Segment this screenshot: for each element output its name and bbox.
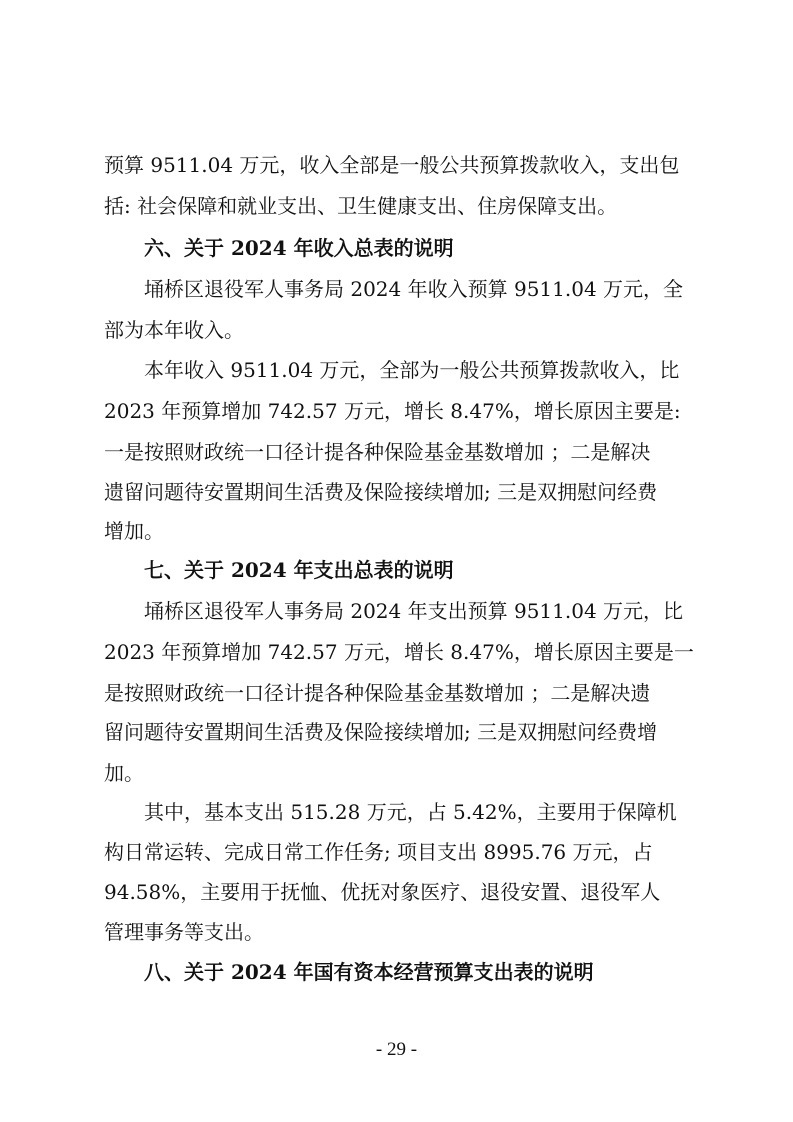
page-number: - 29 - [375, 1039, 418, 1060]
section-heading-6: 六、关于 2024 年收入总表的说明 [144, 236, 454, 260]
body-text-line: 遗留问题待安置期间生活费及保险接续增加; 三是双拥慰问经费 [104, 480, 658, 504]
body-text-line: 94.58%，主要用于抚恤、优抚对象医疗、退役安置、退役军人 [104, 880, 661, 904]
body-text-line: 其中，基本支出 515.28 万元，占 5.42%，主要用于保障机 [144, 800, 677, 824]
body-text-line: 加。 [104, 761, 144, 785]
body-text-line: 埇桥区退役军人事务局 2024 年支出预算 9511.04 万元，比 [144, 599, 684, 623]
body-text-line: 部为本年收入。 [104, 318, 244, 342]
body-text-line: 2023 年预算增加 742.57 万元，增长 8.47%，增长原因主要是: [104, 399, 681, 423]
section-heading-7: 七、关于 2024 年支出总表的说明 [144, 558, 454, 582]
body-text-line: 是按照财政统一口径计提各种保险基金基数增加 ；二是解决遗 [104, 681, 651, 705]
body-text-line: 埇桥区退役军人事务局 2024 年收入预算 9511.04 万元，全 [144, 277, 684, 301]
body-text-line: 一是按照财政统一口径计提各种保险基金基数增加 ；二是解决 [104, 440, 651, 464]
body-text-line: 2023 年预算增加 742.57 万元，增长 8.47%，增长原因主要是一 [104, 640, 694, 664]
body-text-line: 本年收入 9511.04 万元，全部为一般公共预算拨款收入，比 [144, 358, 680, 382]
body-text-line: 括: 社会保障和就业支出、卫生健康支出、住房保障支出。 [104, 194, 618, 218]
body-text-line: 管理事务等支出。 [104, 920, 264, 944]
body-text-line: 构日常运转、完成日常工作任务; 项目支出 8995.76 万元，占 [104, 840, 653, 864]
body-text-line: 增加。 [104, 519, 164, 543]
body-text-line: 预算 9511.04 万元，收入全部是一般公共预算拨款收入，支出包 [104, 153, 680, 177]
section-heading-8: 八、关于 2024 年国有资本经营预算支出表的说明 [144, 960, 594, 984]
body-text-line: 留问题待安置期间生活费及保险接续增加; 三是双拥慰问经费增 [104, 720, 658, 744]
